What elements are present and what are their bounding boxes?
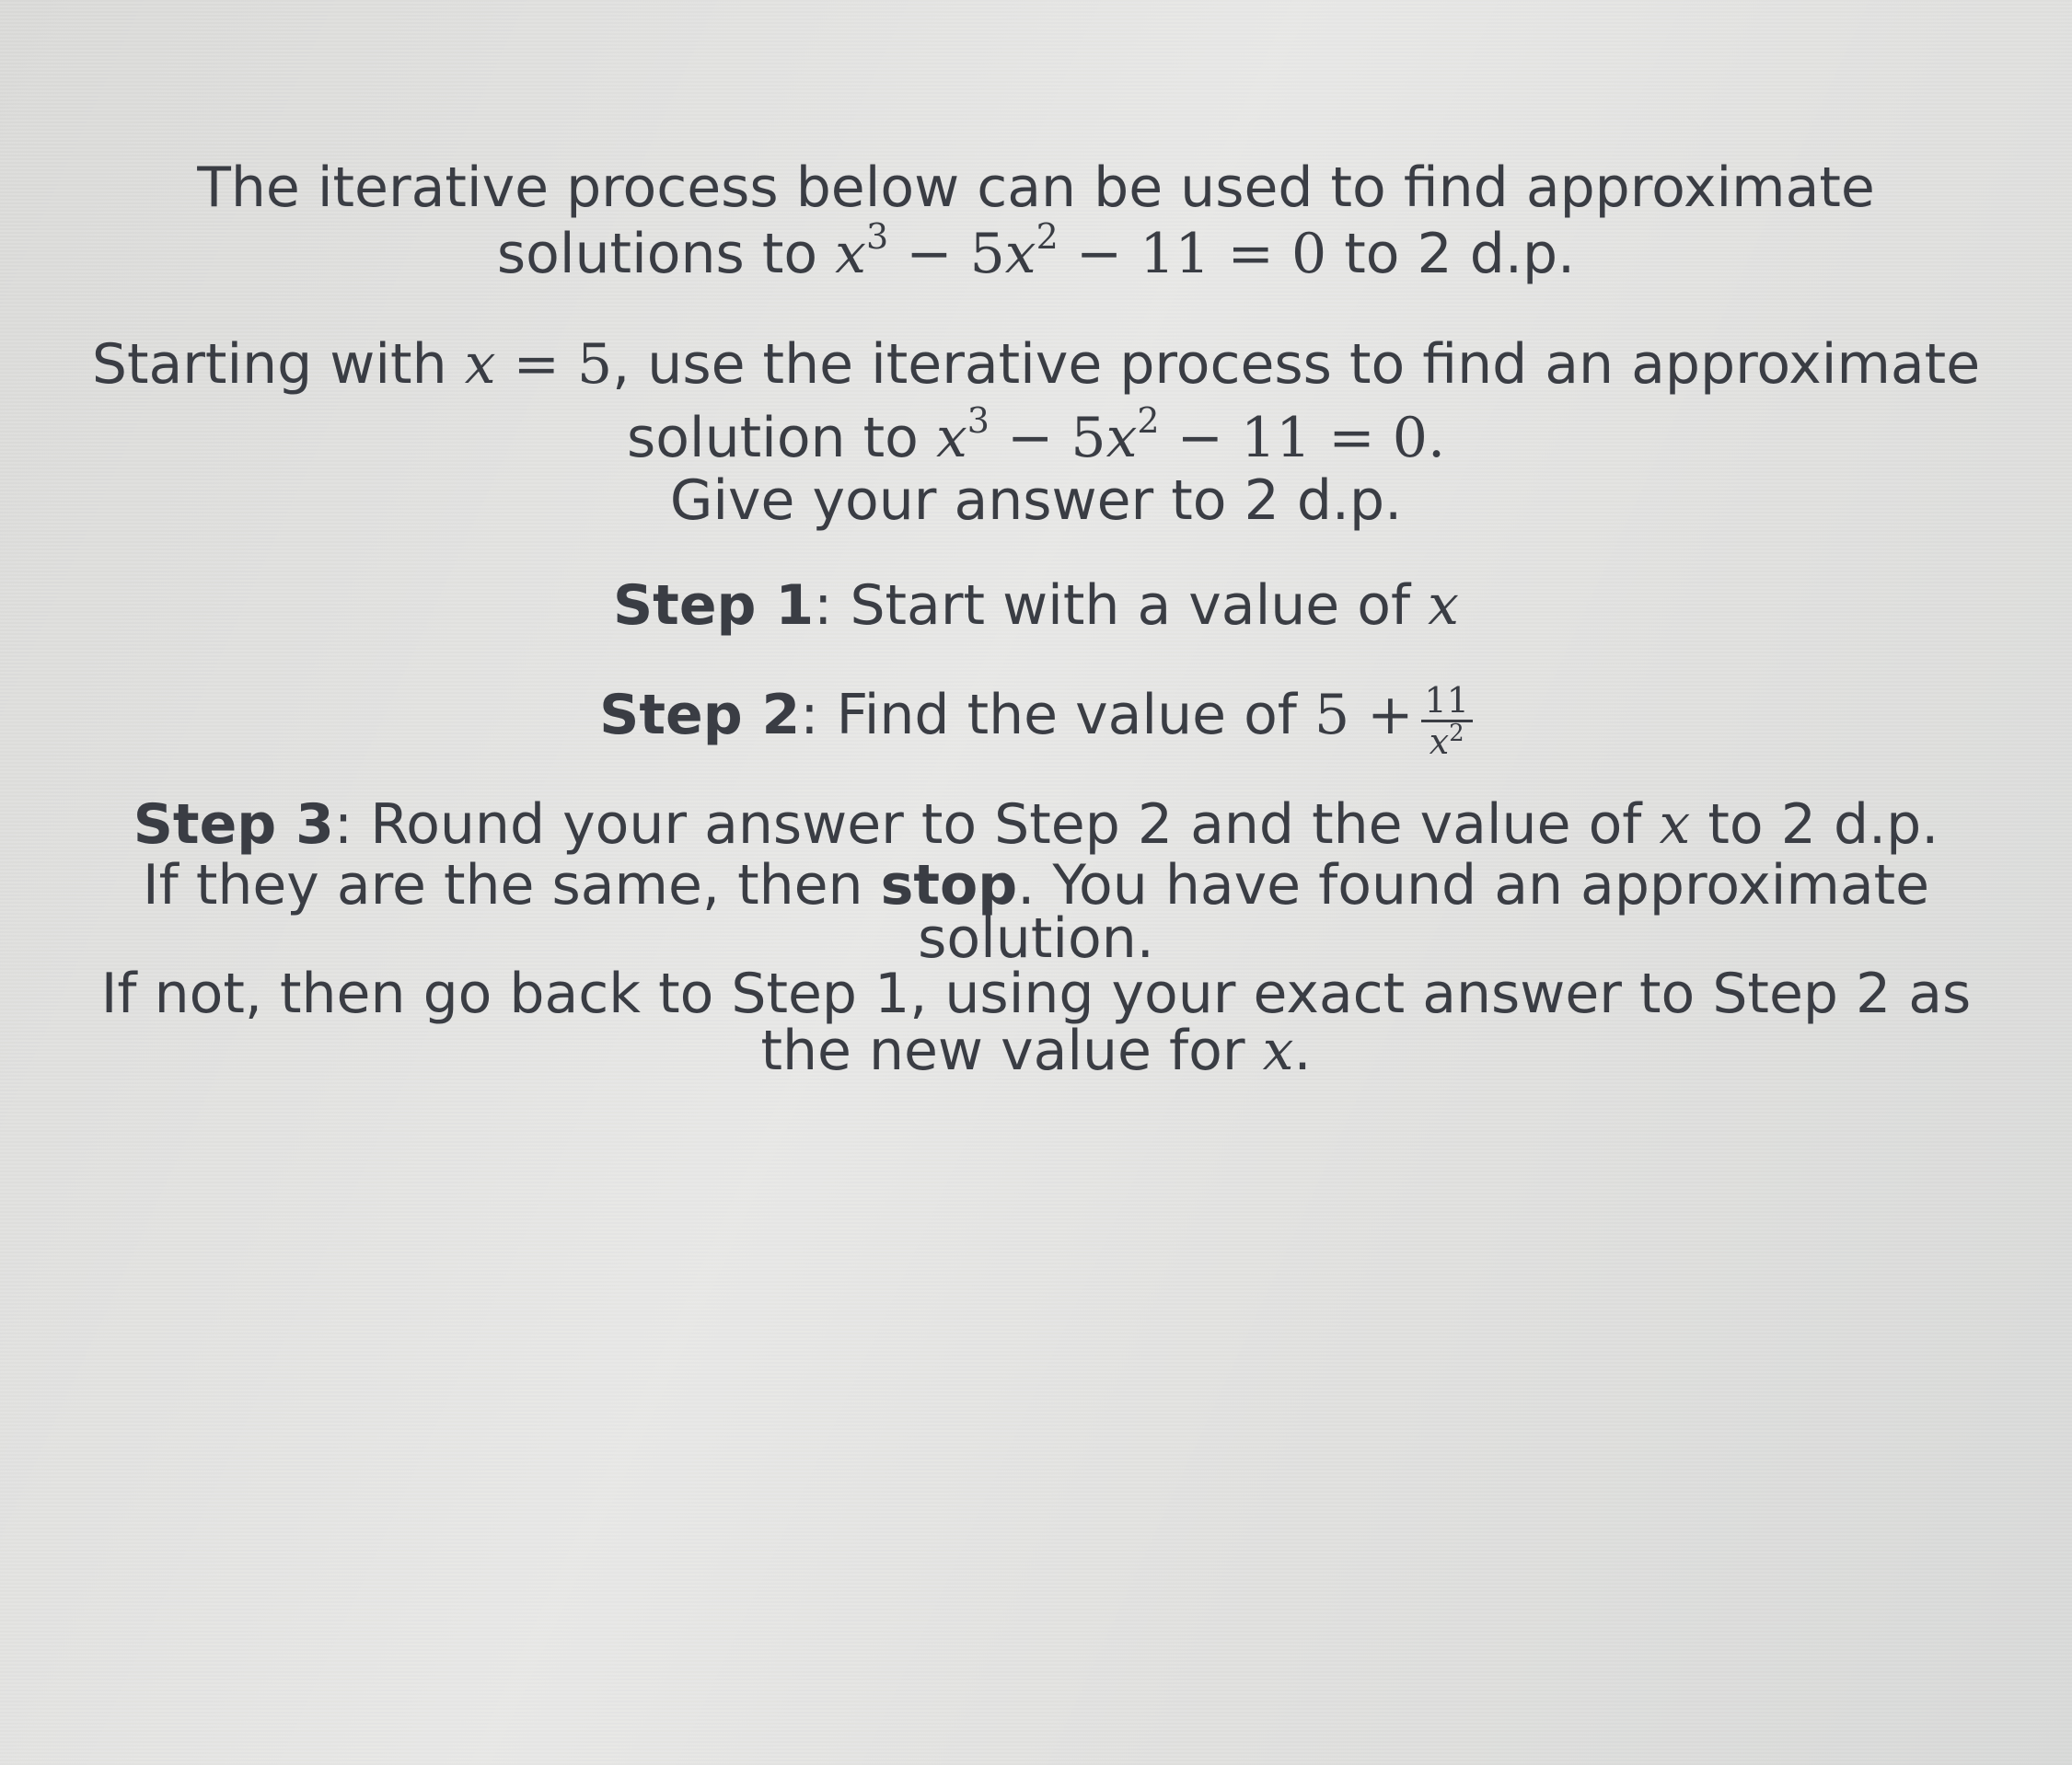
variable-x: x: [1262, 1019, 1294, 1083]
step-3-line-5: [0, 1018, 2072, 1084]
equation: $x^3 - 5x^2 - 11 = 0$.: [935, 400, 1446, 470]
stop-word: stop: [880, 853, 1018, 917]
step-1: [0, 572, 2072, 639]
step-3-text: : Round your answer to Step 2 and the value of: [333, 792, 1642, 857]
start-value: x = 5: [464, 332, 613, 397]
question-text: solution to: [626, 406, 919, 470]
step-1-text: : Start with a value of: [814, 573, 1411, 638]
step-3-text: .: [1293, 1019, 1312, 1083]
step-3-text: . You have found an approximate: [1017, 853, 1930, 917]
intro-line-1: [0, 155, 2072, 221]
intro-text: solutions to: [496, 222, 818, 286]
step-2-label: Step 2: [599, 683, 801, 747]
equation: $x^3 - 5x^2 - 11 = 0$: [835, 216, 1327, 286]
step-3-line-1: [0, 791, 2072, 858]
step-2-text: : Find the value of: [800, 683, 1297, 747]
variable-x: x: [1659, 792, 1691, 857]
step-2: [0, 681, 2072, 761]
question-text: , use the iterative process to find an approximate: [612, 332, 1981, 397]
question-line-1: [0, 331, 2072, 398]
intro-text: to 2 d.p.: [1344, 222, 1576, 286]
step-1-label: Step 1: [612, 573, 815, 638]
fraction: $\frac{11}{x^2}$: [1421, 681, 1473, 761]
step-3-text: solution.: [918, 906, 1154, 971]
step-3-label: Step 3: [133, 792, 334, 857]
step-3-text: to 2 d.p.: [1707, 792, 1939, 857]
step-3-text: the new value for: [760, 1019, 1245, 1083]
question-text: Give your answer to 2 d.p.: [669, 468, 1403, 533]
intro-text: The iterative process below can be used to find approximate: [197, 156, 1875, 220]
question-text: Starting with: [91, 332, 447, 397]
step-3-text: If not, then go back to Step 1, using your exact answer to Step 2 as: [100, 962, 1972, 1026]
step-2-expression: 5 +: [1314, 683, 1414, 747]
intro-line-2: [0, 216, 2072, 287]
question-line-3: [0, 467, 2072, 534]
step-3-text: If they are the same, then: [142, 853, 863, 917]
question-line-2: [0, 400, 2072, 471]
variable-x: x: [1428, 573, 1460, 638]
